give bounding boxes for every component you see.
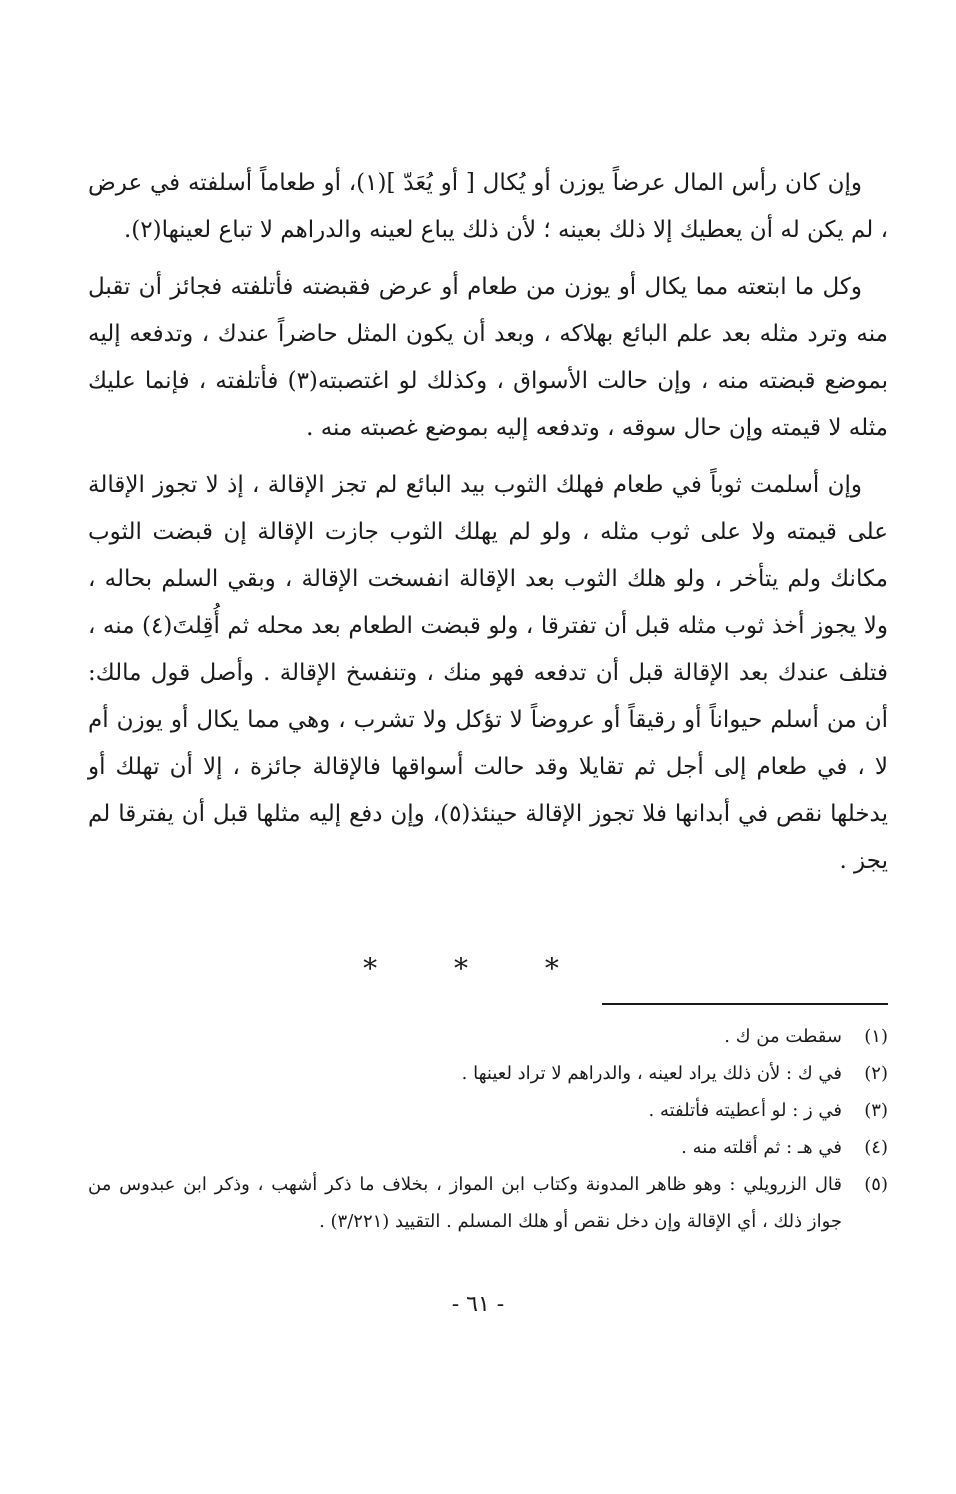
main-text bbox=[88, 160, 888, 885]
footnote-text: في ز : لو أعطيته فأتلفته . bbox=[648, 1100, 842, 1121]
footnote-number: (٣) bbox=[864, 1100, 888, 1121]
footnotes bbox=[88, 1018, 888, 1240]
footnote-number: (٢) bbox=[864, 1063, 888, 1084]
footnote-number: (٥) bbox=[864, 1174, 888, 1195]
footnote-text: في هـ : ثم أقلته منه . bbox=[681, 1137, 842, 1158]
footnote-divider bbox=[602, 1003, 888, 1005]
paragraph-3: وإن أسلمت ثوباً في طعام فهلك الثوب بيد البائع لم تجز الإقالة ، إذ لا تجوز الإقالة على قيمته ولا على ثوب مثله ، ولو لم يهلك الثوب جازت الإقالة إن قبضت الثوب مكانك ولم يتأخر ، ولو هلك الثوب بعد الإقالة انفسخت الإقالة ، وبقي السلم بحاله ، ولا يجوز أخذ ثوب مثله قبل أن تفترقا ، ولو قبضت الطعام بعد محله ثم أُقِلتَ(٤) منه ، فتلف عندك بعد الإقالة قبل أن تدفعه فهو منك ، وتنفسخ الإقالة . وأصل قول مالك: أن من أسلم حيواناً أو رقيقاً أو عروضاً لا تؤكل ولا تشرب ، وهي مما يكال أو يوزن أم لا ، في طعام إلى أجل ثم تقايلا وقد حالت أسواقها فالإقالة جائزة ، إلا أن تهلك أو يدخلها نقص في أبدانها فلا تجوز الإقالة حينئذ(٥)، وإن دفع إليه مثلها قبل أن يفترقا لم يجز . bbox=[88, 472, 889, 874]
paragraph-1: وإن كان رأس المال عرضاً يوزن أو يُكال [ أو يُعَدّ ](١)، أو طعاماً أسلفته في عرض ، لم يكن له أن يعطيك إلا ذلك بعينه ؛ لأن ذلك يباع لعينه والدراهم لا تباع لعينها(٢). bbox=[88, 170, 888, 243]
footnote-2 bbox=[88, 1055, 888, 1092]
footnote-5 bbox=[88, 1166, 888, 1240]
footnote-1 bbox=[88, 1018, 888, 1055]
page-number: - ٦١ - bbox=[451, 1292, 505, 1317]
footnote-text: سقطت من ك . bbox=[724, 1026, 842, 1047]
footnote-text: قال الزرويلي : وهو ظاهر المدونة وكتاب ابن المواز ، بخلاف ما ذكر أشهب ، وذكر ابن عبدوس من جواز ذلك ، أي الإقالة وإن دخل نقص أو هلك المسلم . التقييد (٣/٢٢١) . bbox=[88, 1174, 842, 1232]
footnote-number: (١) bbox=[864, 1026, 888, 1047]
paragraph-2: وكل ما ابتعته مما يكال أو يوزن من طعام أو عرض فقبضته فأتلفته فجائز أن تقبل منه وترد مثله بعد علم البائع بهلاكه ، وبعد أن يكون المثل حاضراً عندك ، وتدفعه إليه بموضع قبضته منه ، وإن حالت الأسواق ، وكذلك لو اغتصبته(٣) فأتلفته ، فإنما عليك مثله لا قيمته وإن حال سوقه ، وتدفعه إليه بموضع غصبته منه . bbox=[88, 274, 889, 441]
footnote-3 bbox=[88, 1092, 888, 1129]
footnote-text: في ك : لأن ذلك يراد لعينه ، والدراهم لا تراد لعينها . bbox=[461, 1063, 842, 1084]
section-separator: * * * bbox=[363, 952, 593, 985]
footnote-4 bbox=[88, 1129, 888, 1166]
footnote-number: (٤) bbox=[864, 1137, 888, 1158]
